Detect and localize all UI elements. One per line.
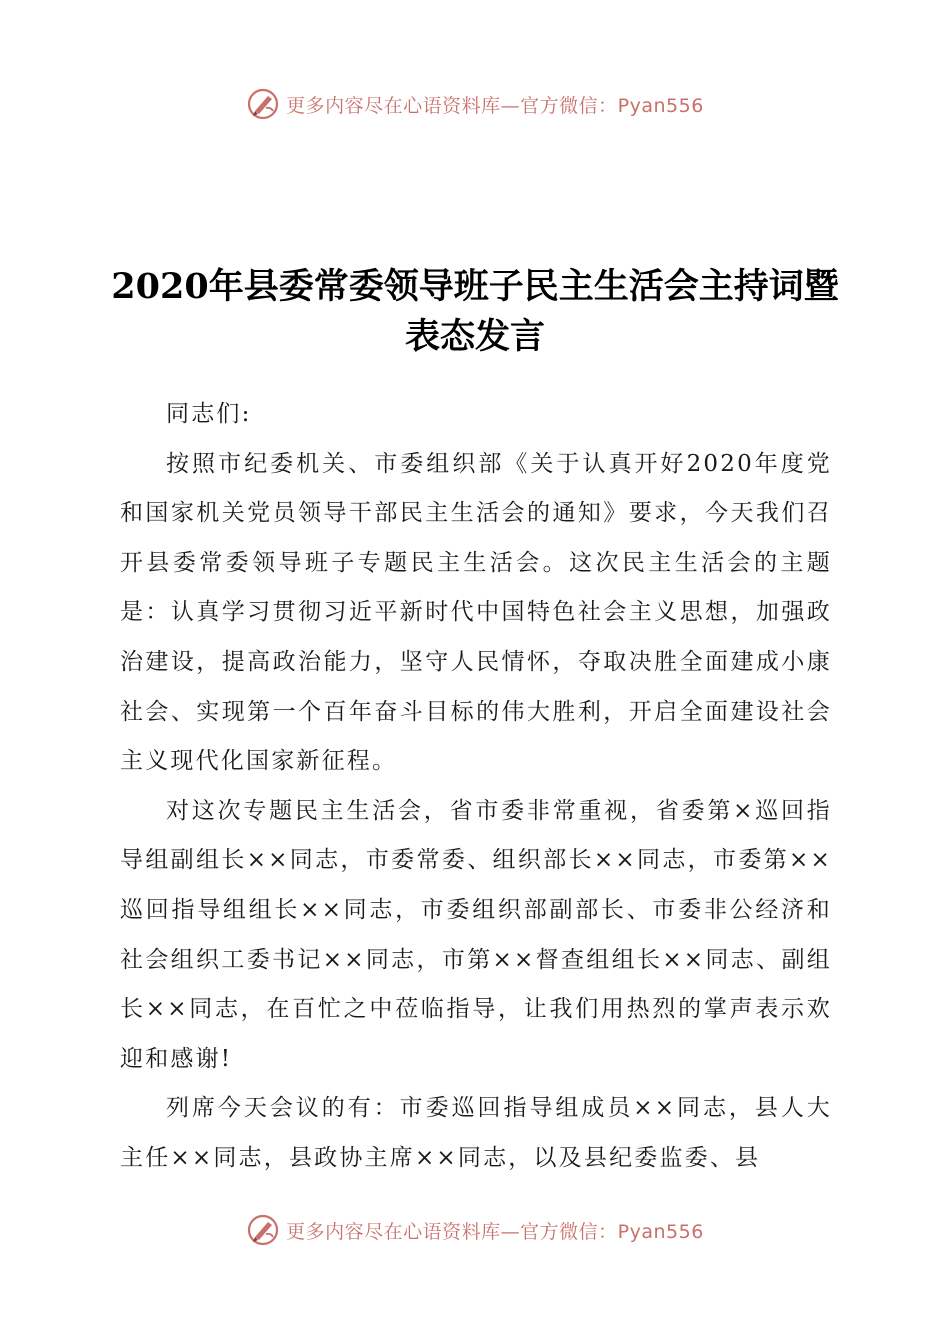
document-body xyxy=(120,390,832,1184)
watermark-text xyxy=(286,91,704,118)
pen-logo-icon xyxy=(246,87,280,121)
paragraph-attendees: 列席今天会议的有：市委巡回指导组成员××同志，县人大主任××同志，县政协主席××同志，以及县纪委监委、县 xyxy=(120,1095,832,1171)
title-line-2: 表态发言 xyxy=(404,316,545,357)
watermark-text-cn: 更多内容尽在心语资料库—官方微信： xyxy=(286,94,618,117)
watermark-text xyxy=(286,1217,704,1244)
paragraph-greeting: 同志们: xyxy=(166,401,252,427)
watermark-wechat-id: Pyan556 xyxy=(617,94,704,117)
paragraph-guests-welcome: 对这次专题民主生活会，省市委非常重视，省委第×巡回指导组副组长××同志，市委常委、组织部长××同志，市委第××巡回指导组组长××同志，市委组织部副部长、市委非公经济和社会组织工委书记××同志，市第××督查组组长××同志、副组长××同志，在百忙之中莅临指导，让我们用热烈的掌声表示欢迎和感谢! xyxy=(120,797,832,1072)
title-line-1: 2020年县委常委领导班子民主生活会主持词暨 xyxy=(111,266,839,307)
pen-logo-icon xyxy=(246,1213,280,1247)
watermark-wechat-id: Pyan556 xyxy=(617,1220,704,1243)
header-watermark xyxy=(0,84,950,124)
watermark-text-cn: 更多内容尽在心语资料库—官方微信： xyxy=(286,1220,618,1243)
footer-watermark xyxy=(0,1210,950,1250)
paragraph-meeting-intro: 按照市纪委机关、市委组织部《关于认真开好2020年度党和国家机关党员领导干部民主生活会的通知》要求，今天我们召开县委常委领导班子专题民主生活会。这次民主生活会的主题是：认真学习贯彻习近平新时代中国特色社会主义思想，加强政治建设，提高政治能力，坚守人民情怀，夺取决胜全面建成小康社会、实现第一个百年奋斗目标的伟大胜利，开启全面建设社会主义现代化国家新征程。 xyxy=(120,450,832,775)
document-title xyxy=(110,262,840,362)
